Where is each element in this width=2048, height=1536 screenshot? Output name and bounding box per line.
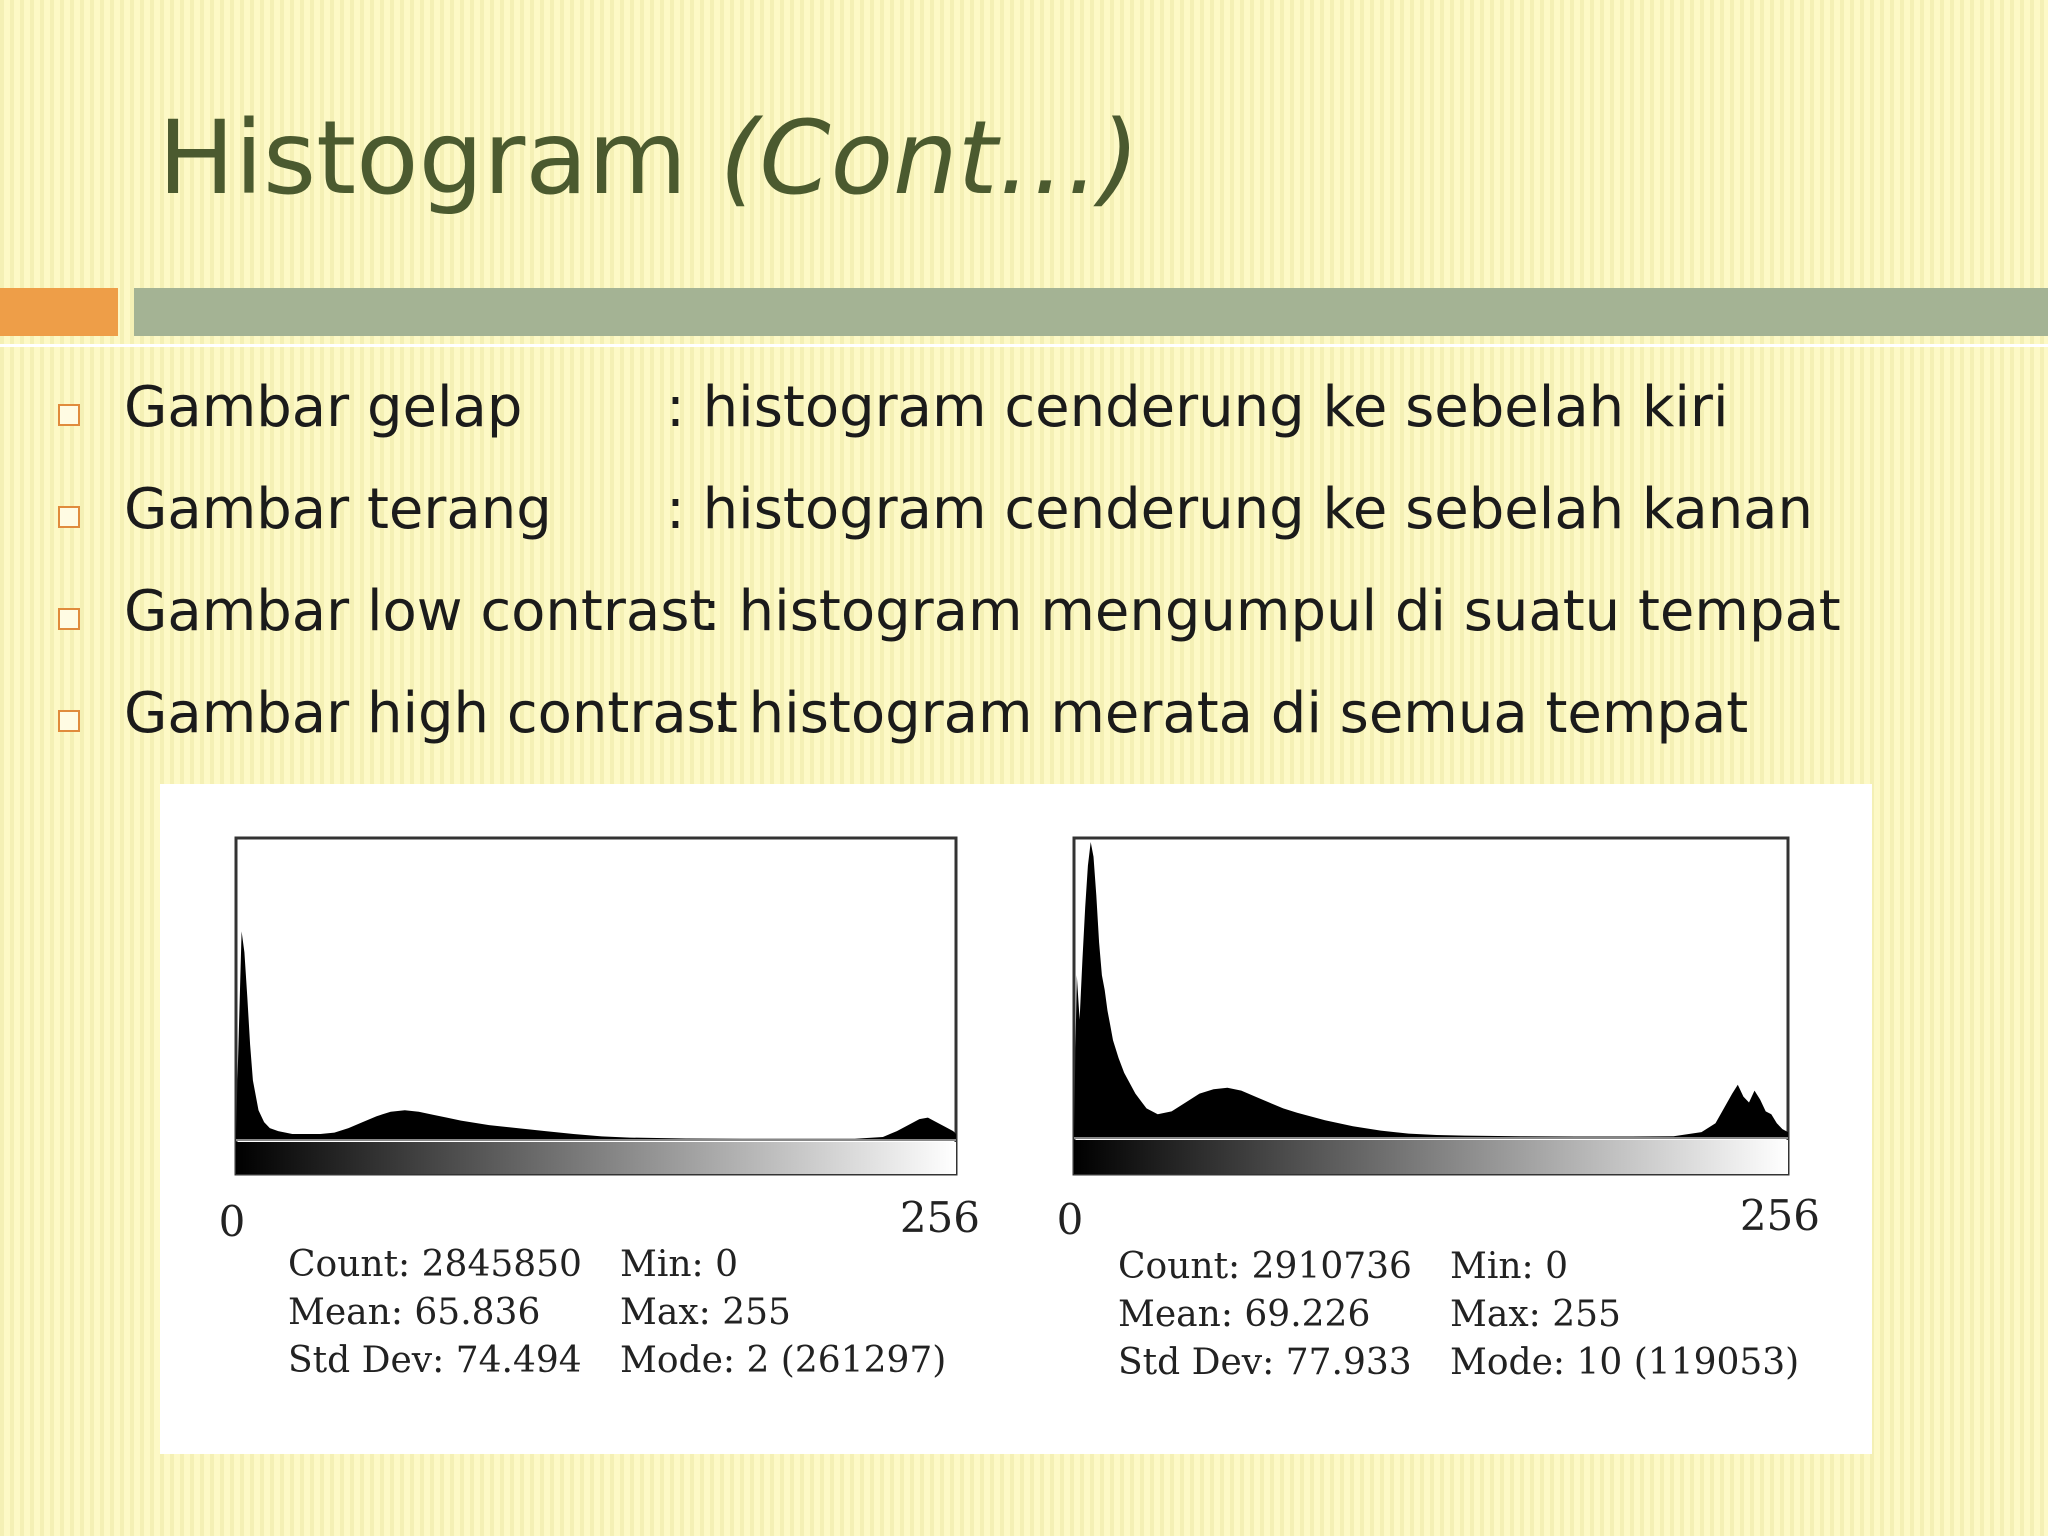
square-bullet-icon <box>58 404 80 426</box>
bullet-description: : histogram cenderung ke sebelah kiri <box>666 375 1729 440</box>
bullet-description: : histogram cenderung ke sebelah kanan <box>666 477 1813 542</box>
histogram-stat: Mean: 65.836 <box>288 1292 541 1333</box>
accent-bar-orange <box>0 288 118 336</box>
gray-level-ramp <box>1074 1140 1788 1174</box>
histogram-figure <box>160 784 1872 1454</box>
histogram-stat: Mode: 10 (119053) <box>1450 1342 1800 1383</box>
histogram-stat: Std Dev: 77.933 <box>1118 1342 1412 1383</box>
title-italic: (Cont…) <box>719 99 1140 218</box>
bullet-term: Gambar high contrast <box>124 681 738 746</box>
square-bullet-icon <box>58 710 80 732</box>
histogram-chart-2 <box>1057 838 1820 1383</box>
histogram-stat: Mean: 69.226 <box>1118 1294 1371 1335</box>
histogram-stat: Count: 2910736 <box>1118 1246 1412 1287</box>
axis-max-label: 256 <box>1739 1191 1820 1240</box>
histogram-stat: Max: 255 <box>620 1292 791 1333</box>
histogram-chart-1 <box>219 838 980 1381</box>
bullet-description: : histogram merata di semua tempat <box>712 681 1749 746</box>
histogram-stat: Count: 2845850 <box>288 1244 582 1285</box>
slide-title <box>158 98 1139 220</box>
axis-min-label: 0 <box>218 1197 246 1246</box>
title-main: Histogram <box>158 99 688 218</box>
gray-level-ramp <box>236 1142 956 1174</box>
bullet-description: : histogram mengumpul di suatu tempat <box>702 579 1841 644</box>
accent-bar-green <box>134 288 2048 336</box>
bullet-term: Gambar gelap <box>124 375 523 440</box>
histogram-stat: Max: 255 <box>1450 1294 1621 1335</box>
divider-line <box>0 344 2048 347</box>
histogram-stat: Min: 0 <box>1450 1246 1569 1287</box>
histogram-stat: Mode: 2 (261297) <box>620 1340 947 1381</box>
square-bullet-icon <box>58 506 80 528</box>
histogram-stat: Min: 0 <box>620 1244 739 1285</box>
square-bullet-icon <box>58 608 80 630</box>
bullet-term: Gambar terang <box>124 477 552 542</box>
histogram-stat: Std Dev: 74.494 <box>288 1340 582 1381</box>
axis-min-label: 0 <box>1056 1195 1084 1244</box>
bullet-term: Gambar low contrast <box>124 579 712 644</box>
plot-frame <box>236 838 956 1174</box>
histogram-plots <box>160 784 1872 1454</box>
axis-max-label: 256 <box>899 1193 980 1242</box>
